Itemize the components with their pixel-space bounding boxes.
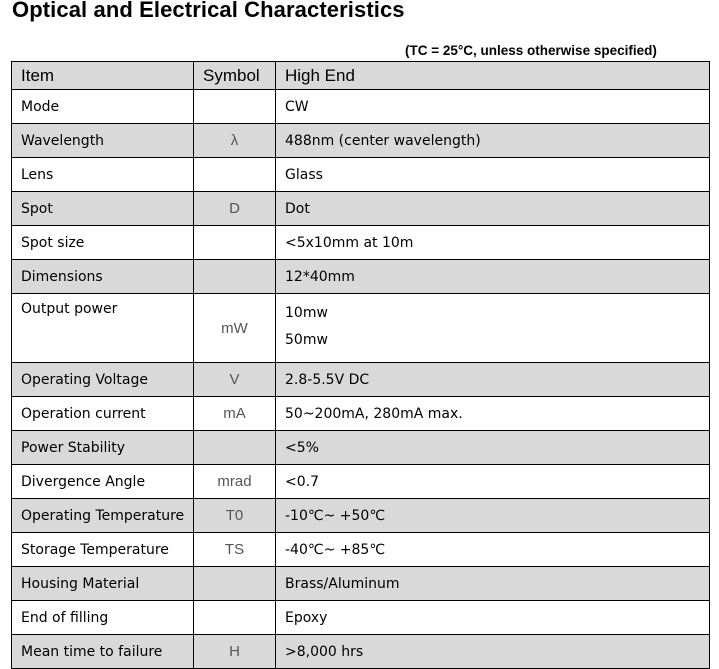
row-value: 12*40mm — [276, 260, 710, 294]
row-item: Power Stability — [12, 431, 194, 465]
column-header-symbol: Symbol — [194, 62, 276, 90]
row-symbol: mW — [194, 294, 276, 363]
table-row — [12, 192, 710, 226]
row-item: End of filling — [12, 601, 194, 635]
row-symbol: T0 — [194, 499, 276, 533]
row-value: Dot — [276, 192, 710, 226]
row-item: Lens — [12, 158, 194, 192]
row-value: <5% — [276, 431, 710, 465]
row-item: Operating Temperature — [12, 499, 194, 533]
row-symbol: H — [194, 635, 276, 669]
table-row — [12, 397, 710, 431]
table-row — [12, 567, 710, 601]
row-value: 50~200mA, 280mA max. — [276, 397, 710, 431]
table-row — [12, 533, 710, 567]
column-header-item: Item — [12, 62, 194, 90]
table-row — [12, 635, 710, 669]
row-item: Housing Material — [12, 567, 194, 601]
table-row — [12, 363, 710, 397]
table-row — [12, 499, 710, 533]
row-symbol — [194, 567, 276, 601]
row-symbol: D — [194, 192, 276, 226]
row-item: Operating Voltage — [12, 363, 194, 397]
row-value: Glass — [276, 158, 710, 192]
test-conditions-note: (TC = 25°C, unless otherwise specified) — [405, 43, 657, 58]
row-item: Operation current — [12, 397, 194, 431]
row-symbol: mrad — [194, 465, 276, 499]
row-symbol: mA — [194, 397, 276, 431]
row-item: Divergence Angle — [12, 465, 194, 499]
row-symbol: λ — [194, 124, 276, 158]
row-value — [276, 294, 710, 363]
row-value: >8,000 hrs — [276, 635, 710, 669]
table-row — [12, 260, 710, 294]
row-value: Epoxy — [276, 601, 710, 635]
page-title: Optical and Electrical Characteristics — [12, 0, 405, 22]
row-symbol: V — [194, 363, 276, 397]
row-value: -40℃~ +85℃ — [276, 533, 710, 567]
row-value-line: 50mw — [285, 332, 328, 348]
row-value: 2.8-5.5V DC — [276, 363, 710, 397]
row-value: 488nm (center wavelength) — [276, 124, 710, 158]
row-value: CW — [276, 90, 710, 124]
row-value-line: 10mw — [285, 305, 328, 321]
table-row — [12, 158, 710, 192]
table-row — [12, 124, 710, 158]
row-item: Storage Temperature — [12, 533, 194, 567]
table-row — [12, 90, 710, 124]
row-symbol — [194, 431, 276, 465]
row-symbol — [194, 260, 276, 294]
table-row — [12, 601, 710, 635]
table-row — [12, 294, 710, 363]
row-item: Spot — [12, 192, 194, 226]
row-item: Output power — [12, 294, 194, 363]
row-item: Wavelength — [12, 124, 194, 158]
column-header-value: High End — [276, 62, 710, 90]
characteristics-table — [11, 61, 710, 669]
row-value: -10℃~ +50℃ — [276, 499, 710, 533]
row-symbol — [194, 601, 276, 635]
row-value: <0.7 — [276, 465, 710, 499]
row-symbol — [194, 158, 276, 192]
table-row — [12, 226, 710, 260]
table-row — [12, 431, 710, 465]
row-symbol — [194, 226, 276, 260]
row-item: Spot size — [12, 226, 194, 260]
row-symbol: TS — [194, 533, 276, 567]
table-header-row — [12, 62, 710, 90]
row-item: Dimensions — [12, 260, 194, 294]
row-symbol — [194, 90, 276, 124]
row-item: Mean time to failure — [12, 635, 194, 669]
row-item: Mode — [12, 90, 194, 124]
row-value: <5x10mm at 10m — [276, 226, 710, 260]
row-value: Brass/Aluminum — [276, 567, 710, 601]
table-row — [12, 465, 710, 499]
